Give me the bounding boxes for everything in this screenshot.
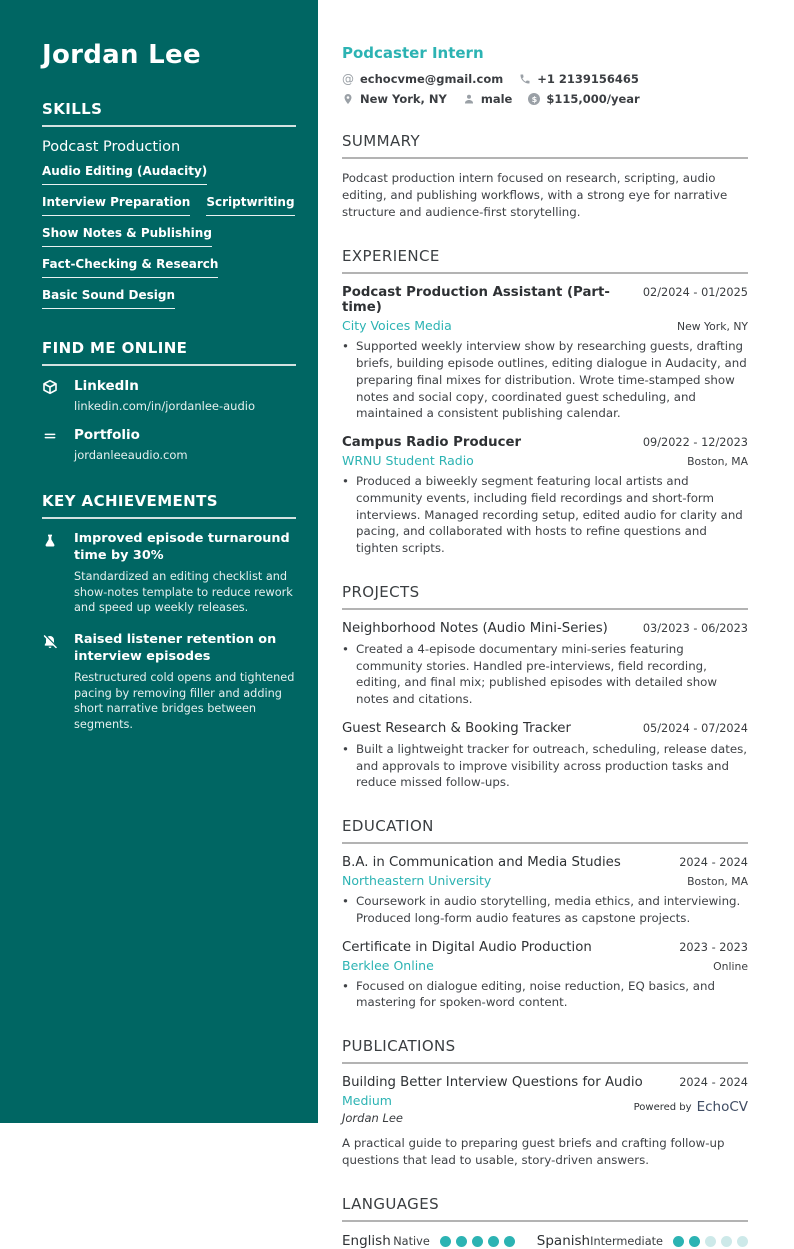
- contact-phone: [519, 72, 639, 86]
- languages-section: [342, 1195, 748, 1249]
- education-entry: [342, 855, 748, 927]
- find-me-online-section: [42, 339, 296, 462]
- cube-icon: [42, 379, 60, 413]
- position-title: Podcast Production Assistant (Part-time): [342, 285, 610, 316]
- achievement-description: Restructured cold opens and tightened pacing by removing filler and adding short narrative bridges between segments.: [74, 671, 295, 731]
- company-location: Boston, MA: [687, 455, 748, 469]
- contact-email-text: echocvme@gmail.com: [360, 72, 504, 86]
- language-item: [342, 1233, 515, 1249]
- skill-item: Scriptwriting: [206, 195, 294, 216]
- school-location: Online: [713, 959, 748, 973]
- skill-item: Basic Sound Design: [42, 288, 175, 309]
- position-title: Campus Radio Producer: [342, 435, 522, 451]
- project-dates: 05/2024 - 07/2024: [642, 721, 748, 735]
- proficiency-dot: [721, 1236, 732, 1247]
- company-name[interactable]: WRNU Student Radio: [342, 453, 474, 469]
- proficiency-dot: [689, 1236, 700, 1247]
- footer: [634, 1099, 748, 1115]
- language-proficiency-dots: [440, 1236, 515, 1247]
- skill-item: Audio Editing (Audacity): [42, 164, 207, 185]
- achievement-description: Standardized an editing checklist and show-notes template to reduce rework and speed up weekly releases.: [74, 570, 293, 615]
- person-name: Jordan Lee: [42, 40, 201, 70]
- education-title: EDUCATION: [342, 817, 748, 844]
- summary-title: SUMMARY: [342, 132, 748, 159]
- projects-title: PROJECTS: [342, 583, 748, 610]
- bell-slash-icon: [42, 634, 60, 733]
- education-section: [342, 817, 748, 1011]
- proficiency-dot: [456, 1236, 467, 1247]
- proficiency-dot: [488, 1236, 499, 1247]
- school-location: Boston, MA: [687, 875, 748, 889]
- online-item-linkedin: [42, 378, 296, 413]
- role-title: Podcaster Intern: [342, 44, 484, 62]
- phone-icon: [519, 73, 531, 85]
- project-name: Guest Research & Booking Tracker: [342, 720, 571, 736]
- achievement-item: [42, 632, 296, 733]
- flask-icon: [42, 533, 60, 616]
- language-level: Intermediate: [590, 1234, 663, 1248]
- language-name: English: [342, 1233, 391, 1249]
- contact-location: [342, 92, 447, 106]
- sidebar: [0, 0, 318, 1123]
- online-item-portfolio: [42, 427, 296, 462]
- project-entry: [342, 721, 748, 791]
- company-name[interactable]: City Voices Media: [342, 318, 452, 334]
- education-entry: [342, 940, 748, 1012]
- proficiency-dot: [440, 1236, 451, 1247]
- publication-entry: [342, 1075, 748, 1169]
- languages-row: [342, 1233, 748, 1249]
- proficiency-dot: [673, 1236, 684, 1247]
- projects-section: [342, 583, 748, 791]
- project-bullet: • Built a lightweight tracker for outreach, scheduling, release dates, and approvals to improve visibility across production tasks and reduce missed follow-ups.: [342, 741, 748, 790]
- experience-entry: [342, 285, 748, 422]
- education-bullet: • Coursework in audio storytelling, media ethics, and interviewing. Produced long-form audio features as capstone projects.: [342, 894, 741, 925]
- contact-gender-text: male: [480, 92, 513, 106]
- email-icon: @: [342, 72, 354, 86]
- proficiency-dot: [705, 1236, 716, 1247]
- language-proficiency-dots: [673, 1236, 748, 1247]
- contact-gender: [463, 92, 513, 106]
- summary-section: [342, 132, 748, 221]
- project-bullet: • Created a 4-episode documentary mini-series featuring community stories. Handled pre-interviews, field recording, editing, and final mix; published episodes with detailed show notes and citations.: [342, 641, 718, 707]
- position-dates: 02/2024 - 01/2025: [642, 286, 748, 300]
- achievement-title: Improved episode turnaround time by 30%: [74, 531, 290, 563]
- education-dates: 2023 - 2023: [679, 940, 748, 954]
- online-label[interactable]: Portfolio: [74, 427, 140, 443]
- publication-author: Jordan Lee: [342, 1111, 404, 1126]
- school-name[interactable]: Northeastern University: [342, 873, 492, 889]
- skills-section: [42, 100, 296, 309]
- experience-bullet: • Produced a biweekly segment featuring local artists and community events, including field recordings and short-form interviews. Managed recording setup, edited audio for clarity and pacing, and collaborated with hosts to refine questions and tighten scripts.: [342, 474, 743, 556]
- skills-title: SKILLS: [42, 100, 296, 127]
- contact-salary-text: $115,000/year: [546, 92, 640, 106]
- skill-item: Fact-Checking & Research: [42, 257, 218, 278]
- achievement-title: Raised listener retention on interview episodes: [74, 631, 277, 664]
- online-url[interactable]: jordanleeaudio.com: [74, 448, 188, 462]
- contact-salary: [528, 92, 639, 106]
- languages-title: LANGUAGES: [342, 1195, 748, 1222]
- skill-item: Show Notes & Publishing: [42, 226, 212, 247]
- contact-row: [342, 72, 748, 106]
- online-url[interactable]: linkedin.com/in/jordanlee-audio: [74, 399, 255, 413]
- project-name: Neighborhood Notes (Audio Mini-Series): [342, 620, 608, 636]
- salary-icon: $: [528, 93, 540, 105]
- publications-title: PUBLICATIONS: [342, 1037, 748, 1064]
- language-item: [537, 1233, 748, 1249]
- key-achievements-section: [42, 492, 296, 733]
- summary-text: Podcast production intern focused on research, scripting, audio editing, and publishing workflows, with a strong eye for narrative structure and audience-first storytelling.: [342, 171, 728, 220]
- find-me-online-title: FIND ME ONLINE: [42, 339, 296, 366]
- powered-by-label: Powered by: [633, 1101, 692, 1113]
- contact-email: [342, 72, 503, 86]
- project-dates: 03/2023 - 06/2023: [642, 621, 748, 635]
- skill-item-featured: Podcast Production: [42, 139, 181, 155]
- experience-entry: [342, 435, 748, 557]
- location-pin-icon: [342, 93, 354, 105]
- language-name: Spanish: [536, 1233, 591, 1249]
- contact-gender-location-text: New York, NY: [360, 92, 447, 106]
- school-name[interactable]: Berklee Online: [342, 957, 434, 973]
- online-label[interactable]: LinkedIn: [74, 378, 139, 394]
- experience-section: [342, 247, 748, 557]
- lines-icon: [42, 428, 60, 462]
- proficiency-dot: [737, 1236, 748, 1247]
- skill-list: [42, 164, 296, 309]
- education-dates: 2024 - 2024: [679, 856, 748, 870]
- publication-dates: 2024 - 2024: [679, 1076, 748, 1090]
- experience-title: EXPERIENCE: [342, 247, 748, 274]
- education-bullet: • Focused on dialogue editing, noise reduction, EQ basics, and mastering for spoken-word content.: [342, 978, 715, 1010]
- degree-name: B.A. in Communication and Media Studies: [342, 855, 621, 871]
- proficiency-dot: [472, 1236, 483, 1247]
- company-location: New York, NY: [677, 320, 748, 334]
- publisher-name[interactable]: Medium: [342, 1093, 392, 1109]
- contact-phone-text: +1 2139156465: [537, 72, 639, 86]
- brand-name[interactable]: EchoCV: [696, 1099, 748, 1115]
- position-dates: 09/2022 - 12/2023: [642, 436, 748, 450]
- language-level: Native: [393, 1234, 430, 1248]
- proficiency-dot: [504, 1236, 515, 1247]
- achievement-item: [42, 531, 296, 616]
- project-entry: [342, 621, 748, 708]
- degree-name: Certificate in Digital Audio Production: [342, 939, 592, 955]
- skill-item: Interview Preparation: [42, 195, 190, 216]
- person-icon: [463, 93, 475, 105]
- publication-description: A practical guide to preparing guest briefs and crafting follow-up questions that lead to usable, story-driven answers.: [342, 1136, 725, 1168]
- key-achievements-title: KEY ACHIEVEMENTS: [42, 492, 296, 519]
- main-content: [318, 0, 794, 1249]
- experience-bullet: • Supported weekly interview show by researching guests, drafting briefs, building episode outlines, editing dialogue in Audacity, and preparing final mixes for distribution. Wrote time-stamped show notes and social copy, coordinated guest scheduling, and maintained a consistent publishing calendar.: [342, 339, 747, 421]
- publication-name: Building Better Interview Questions for Audio: [342, 1075, 643, 1091]
